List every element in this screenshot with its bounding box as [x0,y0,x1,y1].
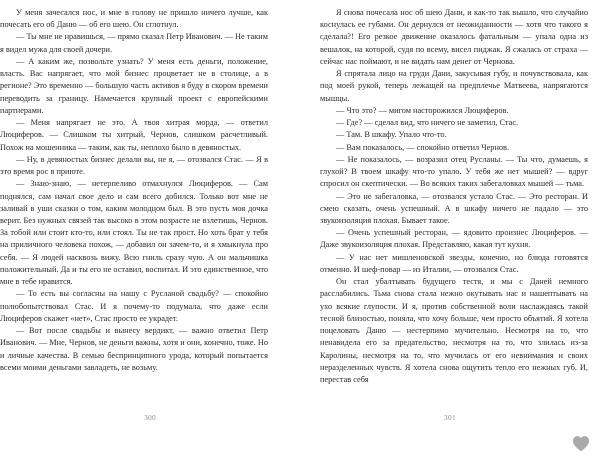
paragraph: — Там. В шкафу. Упало что-то. [336,130,447,140]
page-number-left: 300 [144,413,156,422]
page-right-text [320,7,588,386]
page-left-text [0,7,268,374]
page-number-right: 301 [444,413,456,422]
paragraph: — Знаю-знаю, — нетерпеливо отмахнулся Люциферов. — Сам поднялся, сам начал свое дело и сам всего добился. Только вот мне не заливай в уши сказки о том, каким молодцом был. В это пусть моя дочка верит. Без нужных связей так высоко в этом возрасте не взлетишь, Чернов. За тобой или стоит кто-то, или стоял. Ты не так прост. Но хоть брат у тебя на приличного человека похож, — добавил он зачем-то, и я хмыкнула про себя. — Я людей насквозь вижу. Всю гниль сразу чую. А он мальчишка положительный. Да и ты его не оставил, воспитал. И это единственное, что мне в тебе нравится. [0,179,268,287]
paragraph: — Что это? — мигом насторожился Люциферов. [336,105,509,115]
page-left [0,0,300,430]
paragraph: — Очень успешный ресторан, — ядовито произнес Люциферов. — Даже звукоизоляция плохая. Представляю, какая тут кухня. [320,228,588,250]
reader-footer [0,430,600,459]
paragraph: — Вам показалось, — спокойно ответил Чернов. [336,142,510,152]
paragraph: — А каким же, позвольте узнать? У меня есть деньги, положение, власть. Вас напрягает, что мой бизнес процветает не в столице, а в регионе? Это временно — большую часть активов я буду в скором времени переводить за границу. Намечается крупный проект с европейскими партнерами. [0,56,268,115]
paragraph: — Ты мне не нравишься, — прямо сказал Петр Иванович. — Не таким я видел мужа для своей дочери. [0,32,268,54]
page-right [300,0,600,430]
paragraph: У меня зачесался нос, и мне в голову не пришло ничего лучше, как почесать его об Даню — об его шею. Он сглотнул. [0,8,268,30]
paragraph: — Это не забегаловка, — отозвался устало Стас. — Это ресторан. И смею сказать, очень успешный. А в шкафу ничего не падало — это звукоизоляция плохая. Бывает такое. [320,191,588,225]
paragraph: — Ну, в девяностых бизнес делали вы, не я, — отозвался Стас. — Я в это время рос в приюте. [0,154,268,177]
paragraph: — То есть вы согласны на нашу с Русланой свадьбу? — спокойно полюбопытствовал Стас. И я почему-то подумала, что даже если Люциферов скажет «нет», Стас просто ее украдет. [0,289,268,323]
paragraph: Он стал убалтывать будущего тестя, и мы с Даней немного расслабились. Тьма снова стала нежно окутывать нас и нашептывать на ухо всякие глупости. И я, против собственной воли наслаждаясь такой тесной близостью, поняла, что хочу больше, чем просто объятий. Я хотела поцеловать Даню — нестерпимо мучительно. Несмотря на то, что ненавидела его за предательство, несмотря на то, что злилась из-за Каролины, несмотря на то, что мучилась от его невнимания и своих неразделенных чувств. Я хотела снова ощутить тепло его нежных губ. И, перестав себя [320,277,588,385]
paragraph: — У нас нет мишленовской звезды, конечно, но блюда готовятся отменно. И шеф-повар — из Италии, — отозвался Стас. [320,252,588,274]
paragraph: Я спрятала лицо на груди Дани, закусывая губу, и почувствовала, как под моей рукой, теперь лежащей на предплечье Матвеева, напрягаются мышцы. [320,69,588,103]
paragraph: — Не показалось, — возразил отец Русланы. — Ты что, думаешь, я глухой? В твоем шкафу что-то упало. У тебя же нет мышей? — вдруг спросил он скептически. — Во всяких таких забегаловках мышей — тьма. [320,154,588,189]
paragraph: — Вот после свадьбы и вынесу вердикт, — важно ответил Петр Иванович. — Мне, Чернов, не деньги важны, хотя и они, конечно, тоже. Но и личные качества. В семью беспринципного урода, который попытается всеми моими деньгами завладеть, не возьму. [0,326,268,372]
paragraph: Я снова почесала нос об шею Дани, и как-то так вышло, что случайно коснулась ее губами. Он дернулся от неожиданности — хотя что такого я сделала?! Его резкое движение оказалось фатальным — упала одна из вешалок, на которой, судя по всему, висел пиджак. Я сжалась от страха — сейчас нас поймают, и не видать нам денег от Чернова. [320,8,588,66]
paragraph: — Где? — сделал вид, что ничего не заметил, Стас. [336,118,519,128]
heart-icon[interactable] [572,435,590,452]
paragraph: — Меня напрягает не это. А твоя хитрая морда, — ответил Люциферов. — Слишком ты хитрый, Чернов, слишком расчетливый. Похож на мошенника — таким, как ты, неплохо было в девяностых. [0,118,268,152]
